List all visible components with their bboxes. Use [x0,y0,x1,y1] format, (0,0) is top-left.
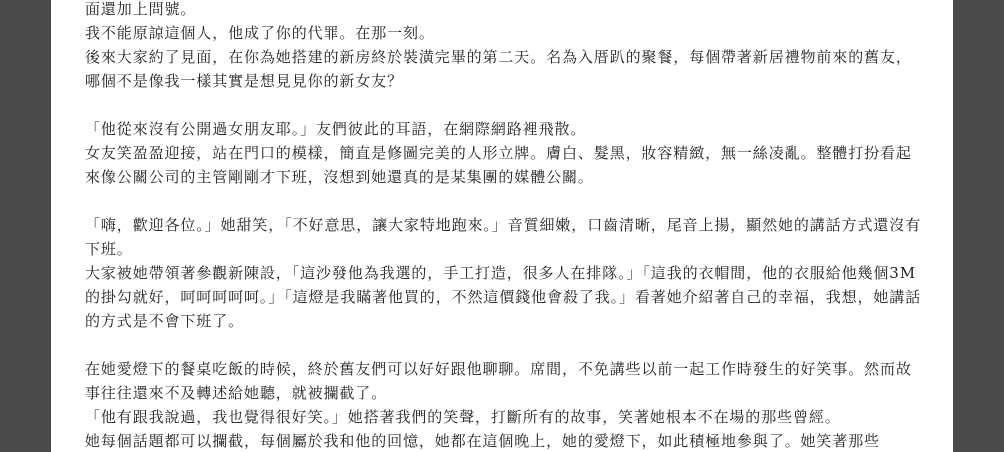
paragraph: 「他從來沒有公開過女朋友耶。」友們彼此的耳語，在網際網路裡飛散。 [85,120,587,138]
paragraph: 女友笑盈盈迎接，站在門口的模樣，簡直是修圖完美的人形立牌。膚白、髮黑，妝容精緻，無一絲凌亂。整體打扮看起來像公關公司的主管剛剛才下班，沒想到她還真的是某集團的媒體公關。 [85,144,912,186]
paragraph: 「他有跟我說過，我也覺得很好笑。」她搭著我們的笑聲，打斷所有的故事，笑著她根本不在場的那些曾經。 [85,408,841,426]
paragraph-spacer [85,333,923,357]
document-body [85,0,923,452]
paragraph: 後來大家約了見面，在你為她搭建的新房終於裝潢完畢的第二天。名為入厝趴的聚餐，每個帶著新居禮物前來的舊友，哪個不是像我一樣其實是想見見你的新女友？ [85,48,912,90]
paragraph: 大家被她帶領著參觀新陳設，「這沙發他為我選的，手工打造，很多人在排隊。」「這我的衣帽間，他的衣服給他幾個3M的掛勾就好，呵呵呵呵呵。」「這燈是我瞞著他買的，不然這價錢他會殺了我。」看著她介紹著自己的幸福，我想，她講話的方式是不會下班了。 [85,264,922,330]
paragraph: 她每個話題都可以攔截，每個屬於我和他的回憶，她都在這個晚上，她的愛燈下，如此積極地參與了。她笑著那些 [85,432,881,450]
paragraph: 面還加上問號。 [85,0,197,18]
paragraph-spacer [85,93,923,117]
paragraph: 我不能原諒這個人，他成了你的代罪。在那一刻。 [85,24,435,42]
document-page [51,0,953,452]
paragraph-spacer [85,189,923,213]
paragraph: 「嗨，歡迎各位。」她甜笑，「不好意思，讓大家特地跑來。」音質細嫩，口齒清晰，尾音上揚，顯然她的講話方式還沒有下班。 [85,216,922,258]
paragraph: 在她愛燈下的餐桌吃飯的時候，終於舊友們可以好好跟他聊聊。席間，不免講些以前一起工作時發生的好笑事。然而故事往往還來不及轉述給她聽，就被攔截了。 [85,360,912,402]
